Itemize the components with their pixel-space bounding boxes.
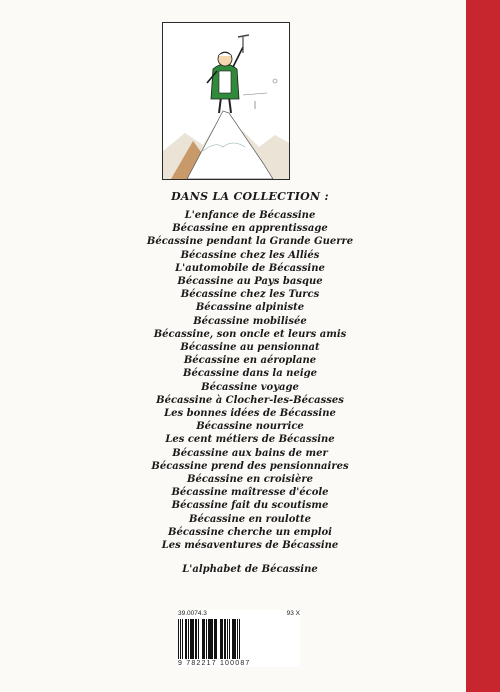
title-list [100,209,400,552]
book-title: L'automobile de Bécassine [175,262,325,274]
book-title: Bécassine cherche un emploi [168,526,332,538]
book-title: Bécassine au pensionnat [180,342,320,354]
product-code-right: 93 X [286,610,300,617]
book-title: Bécassine à Clocher-les-Bécasses [156,394,344,406]
book-title: Bécassine en apprentissage [172,223,328,235]
barcode-label [178,610,300,667]
product-codes [178,610,300,617]
book-title: Bécassine mobilisée [193,315,307,327]
book-title: Bécassine, son oncle et leurs amis [153,328,347,340]
barcode-bars [178,619,300,659]
book-title: Bécassine voyage [201,381,299,393]
book-title: Bécassine prend des pensionnaires [151,460,349,472]
book-title: Bécassine pendant la Grande Guerre [146,236,354,248]
illustration-drawing [163,23,289,179]
book-title: Les mésaventures de Bécassine [161,540,339,552]
book-title: Bécassine chez les Turcs [180,289,320,301]
barcode-gap [240,619,241,659]
book-title: Bécassine en aéroplane [183,355,317,367]
book-title: Bécassine maîtresse d'école [171,487,329,499]
ean-number: 9 782217 100087 [178,660,251,667]
becassine-alpiniste-illustration [162,22,290,180]
book-title: Les bonnes idées de Bécassine [164,408,336,420]
book-title: Bécassine aux bains de mer [172,447,328,459]
product-code-left: 39.0074.3 [178,610,207,617]
collection-list-section [100,190,400,575]
book-title: Bécassine en roulotte [189,513,311,525]
book-title: Bécassine chez les Alliés [180,249,320,261]
book-title: L'enfance de Bécassine [184,210,316,221]
collection-heading: DANS LA COLLECTION : [171,190,329,203]
book-title: Bécassine au Pays basque [177,276,323,288]
alphabet-title: L'alphabet de Bécassine [182,564,318,576]
book-title: Bécassine fait du scoutisme [171,500,329,512]
book-title: Bécassine alpiniste [195,302,305,314]
book-title: Bécassine en croisière [187,474,313,486]
red-spine-edge [466,0,500,692]
book-title: Bécassine nourrice [196,421,304,433]
book-title: Bécassine dans la neige [183,368,317,380]
book-title: Les cent métiers de Bécassine [165,434,335,446]
